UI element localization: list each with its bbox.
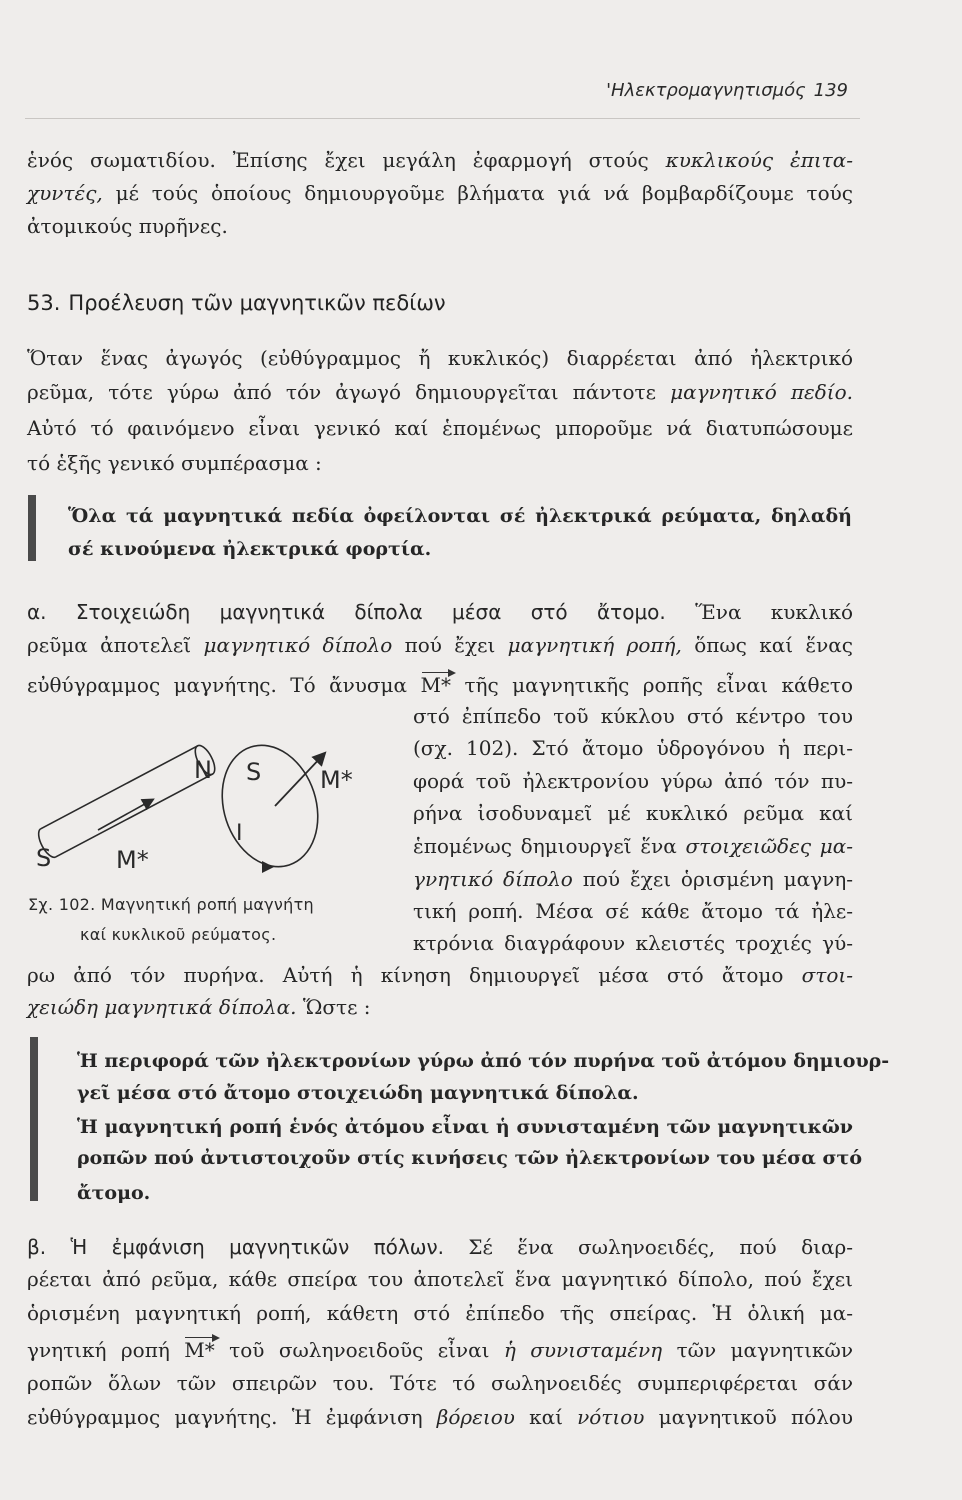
text-line xyxy=(27,210,853,242)
text-run: ὁρισμένη μαγνητική ροπή, κάθετη στό ἐπίπεδο τῆς σπείρας. Ἡ ὁλική μα- xyxy=(27,1301,853,1325)
text-run: ἑνός σωματιδίου. Ἐπίσης ἔχει μεγάλη ἐφαρμογή στούς xyxy=(27,148,666,172)
text-run: Ἡ μαγνητική ροπή ἑνός ἀτόμου εἶναι ἡ συνισταμένη τῶν μαγνητικῶν xyxy=(77,1116,853,1138)
figure-caption-line: Σχ. 102. Μαγνητική ροπή μαγνήτη xyxy=(28,895,314,914)
text-line xyxy=(27,144,853,176)
bar-magnet xyxy=(39,743,219,858)
subsection-heading: α. Στοιχειώδη μαγνητικά δίπολα μέσα στό ἄτομο. xyxy=(27,600,666,624)
text-line xyxy=(413,700,853,732)
text-run: εὐθύγραμμος μαγνήτης. Ἡ ἐμφάνιση xyxy=(27,1405,437,1429)
italic-text: γνητικό δίπολο xyxy=(413,867,573,891)
text-run: πού ἔχει ὁρισμένη μαγνη- xyxy=(572,867,853,891)
running-header xyxy=(606,76,848,106)
text-run: τῆς μαγνητικῆς ροπῆς εἶναι κάθετο xyxy=(451,673,853,697)
label-current: I xyxy=(236,821,243,846)
text-run: τοῦ σωληνοειδοῦς εἶναι xyxy=(214,1338,504,1362)
loop-moment-arrow xyxy=(275,754,324,806)
italic-text: μαγνητική ροπή, xyxy=(507,633,682,657)
text-line xyxy=(413,797,853,829)
text-run: γεῖ μέσα στό ἄτομο στοιχειώδη μαγνητικά δίπολα. xyxy=(77,1082,639,1104)
text-line xyxy=(77,1045,890,1077)
italic-text: χειώδη μαγνητικά δίπολα. xyxy=(27,995,297,1019)
text-line xyxy=(77,1142,862,1174)
text-run: ὅπως καί ἕνας xyxy=(681,633,853,657)
current-loop xyxy=(207,733,333,879)
text-run: πού ἔχει xyxy=(392,633,508,657)
text-run: στό ἐπίπεδο τοῦ κύκλου στό κέντρο του xyxy=(413,704,853,728)
text-line xyxy=(27,1231,853,1263)
running-header-title: 'Ηλεκτρομαγνητισμός xyxy=(606,80,806,101)
figure-102 xyxy=(0,720,400,880)
header-rule xyxy=(25,118,860,119)
subsection-heading: β. Ἡ ἐμφάνιση μαγνητικῶν πόλων. xyxy=(27,1235,445,1259)
text-run: φορά τοῦ ἠλεκτρονίου γύρω ἀπό τόν πυ- xyxy=(413,769,853,793)
text-run: ρεῦμα ἀποτελεῖ xyxy=(27,633,204,657)
section-title: Προέλευση τῶν μαγνητικῶν πεδίων xyxy=(68,291,446,315)
text-line xyxy=(27,177,853,209)
text-run: κτρόνια διαγράφουν κλειστές τροχιές γύ- xyxy=(413,931,853,955)
text-run: Ἕνα κυκλικό xyxy=(665,600,853,624)
text-line xyxy=(413,927,853,959)
text-line xyxy=(27,376,853,408)
text-line xyxy=(27,991,853,1023)
italic-text: κυκλικούς ἐπιτα- xyxy=(665,148,854,172)
text-run: Ὥστε : xyxy=(296,995,371,1019)
text-run: ρήνα ἰσοδυναμεῖ μέ κυκλικό ρεῦμα καί xyxy=(413,801,853,825)
text-run: Σέ ἕνα σωληνοειδές, πού διαρ- xyxy=(444,1235,853,1259)
text-line xyxy=(413,732,853,764)
text-run: τῶν μαγνητικῶν xyxy=(662,1338,853,1362)
text-line xyxy=(27,669,853,701)
page-number: 139 xyxy=(813,80,848,101)
text-line xyxy=(27,1334,853,1366)
principle-marker-bar xyxy=(30,1037,38,1201)
text-line xyxy=(27,1401,853,1433)
text-run: Ὅλα τά μαγνητικά πεδία ὀφείλονται σέ ἠλεκτρικά ρεύματα, δηλαδή xyxy=(68,505,852,527)
italic-text: στοι- xyxy=(801,963,853,987)
text-run: Αὐτό τό φαινόμενο εἶναι γενικό καί ἑπομένως μποροῦμε νά διατυπώσουμε xyxy=(27,416,853,440)
text-line xyxy=(27,342,853,374)
vector-symbol: M* xyxy=(421,669,451,701)
label-south-magnet: S xyxy=(36,844,52,872)
italic-text: μαγνητικό δίπολο xyxy=(203,633,393,657)
text-line xyxy=(77,1177,853,1209)
principle-marker-bar xyxy=(28,495,36,561)
italic-text: νότιου xyxy=(577,1405,645,1429)
label-moment-magnet: M* xyxy=(116,846,149,874)
text-run: γνητική ροπή xyxy=(27,1338,185,1362)
text-run: Ὅταν ἕνας ἀγωγός (εὐθύγραμμος ἤ κυκλικός) διαρρέεται ἀπό ἠλεκτρικό xyxy=(27,346,853,370)
label-moment-loop: M* xyxy=(320,766,353,794)
label-north: N xyxy=(194,756,212,784)
text-line xyxy=(27,1367,853,1399)
text-run: ροπῶν ὅλων τῶν σπειρῶν του. Τότε τό σωληνοειδές συμπεριφέρεται σάν xyxy=(27,1371,853,1395)
text-run: τική ροπή. Μέσα σέ κάθε ἄτομο τά ἠλε- xyxy=(413,899,853,923)
text-run: σέ κινούμενα ἠλεκτρικά φορτία. xyxy=(68,538,432,560)
text-line xyxy=(27,629,853,661)
text-line xyxy=(27,447,853,479)
text-line xyxy=(68,533,852,565)
text-line xyxy=(68,500,852,532)
section-number: 53. xyxy=(27,291,61,315)
text-run: ἀτομικούς πυρῆνες. xyxy=(27,214,228,238)
text-run: ἄτομο. xyxy=(77,1182,151,1204)
italic-text: στοιχειῶδες μα- xyxy=(685,834,853,858)
text-line xyxy=(413,830,853,862)
label-south-loop: S xyxy=(246,758,262,786)
text-line xyxy=(413,765,853,797)
text-line xyxy=(77,1077,853,1109)
text-run: (σχ. 102). Στό ἄτομο ὑδρογόνου ἡ περι- xyxy=(413,736,853,760)
italic-text: χυντές, xyxy=(27,181,103,205)
text-line xyxy=(27,596,853,628)
current-direction-arrow xyxy=(262,861,274,873)
text-line xyxy=(27,1263,853,1295)
text-run: ρω ἀπό τόν πυρήνα. Αὐτή ἡ κίνηση δημιουργεῖ μέσα στό ἄτομο xyxy=(27,963,802,987)
text-line xyxy=(27,412,853,444)
text-run: ἑπομένως δημιουργεῖ ἕνα xyxy=(413,834,686,858)
text-run: τό ἑξῆς γενικό συμπέρασμα : xyxy=(27,451,322,475)
text-run: Ἡ περιφορά τῶν ἠλεκτρονίων γύρω ἀπό τόν πυρήνα τοῦ ἀτόμου δημιουρ- xyxy=(77,1050,890,1072)
text-line xyxy=(27,959,853,991)
vector-symbol: M* xyxy=(184,1334,214,1366)
magnet-moment-arrow xyxy=(98,800,152,830)
figure-caption-line: καί κυκλικοῦ ρεύματος. xyxy=(80,925,277,944)
text-line xyxy=(77,1111,853,1143)
text-run: ρέεται ἀπό ρεῦμα, κάθε σπείρα του ἀποτελεῖ ἕνα μαγνητικό δίπολο, πού ἔχει xyxy=(27,1267,853,1291)
text-line xyxy=(413,895,853,927)
text-run: ρεῦμα, τότε γύρω ἀπό τόν ἀγωγό δημιουργεῖται πάντοτε xyxy=(27,380,671,404)
text-line xyxy=(27,1297,853,1329)
italic-text: βόρειου xyxy=(436,1405,515,1429)
text-line xyxy=(413,863,853,895)
text-run: ροπῶν πού ἀντιστοιχοῦν στίς κινήσεις τῶν ἠλεκτρονίων του μέσα στό xyxy=(77,1147,862,1169)
text-run: μαγνητικοῦ πόλου xyxy=(644,1405,854,1429)
italic-text: μαγνητικό πεδίο. xyxy=(670,380,853,404)
text-run: μέ τούς ὁποίους δημιουργοῦμε βλήματα γιά νά βομβαρδίζουμε τούς xyxy=(102,181,853,205)
italic-text: ἡ συνισταμένη xyxy=(503,1338,663,1362)
text-run: καί xyxy=(514,1405,578,1429)
text-run: εὐθύγραμμος μαγνήτης. Τό ἄνυσμα xyxy=(27,673,421,697)
section-heading-53 xyxy=(27,287,446,319)
